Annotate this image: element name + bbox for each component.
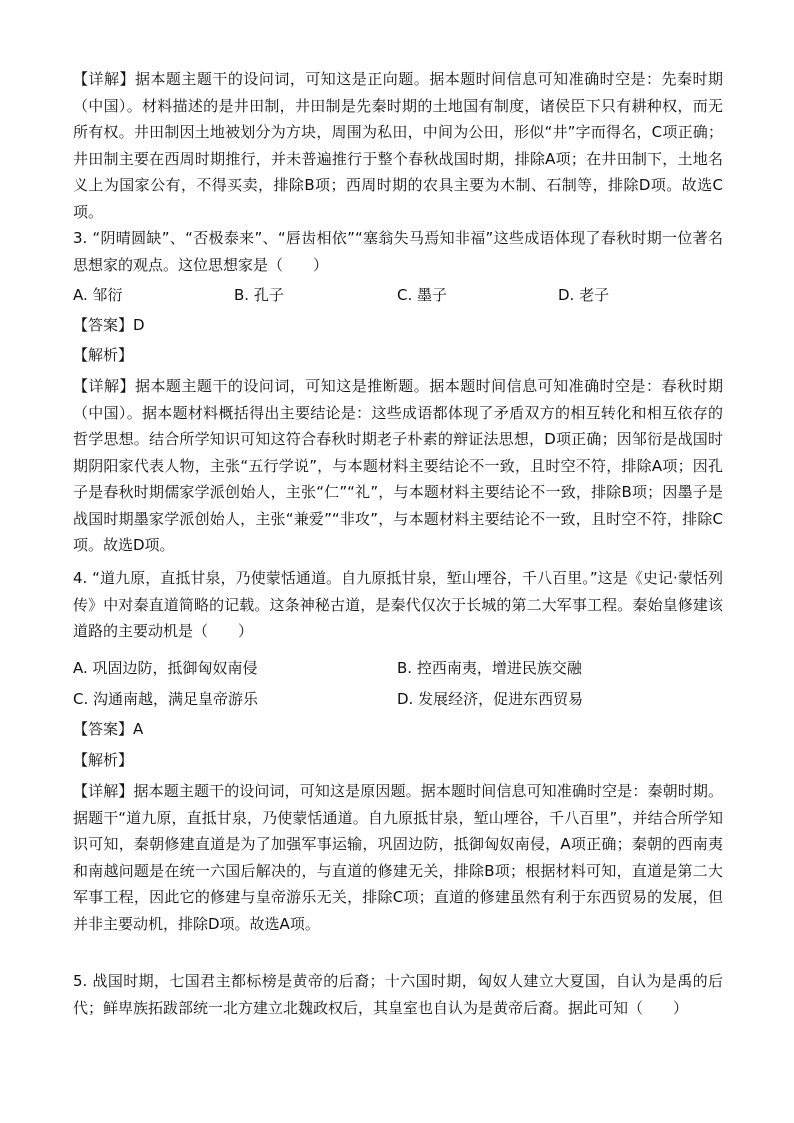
q4-option-c: C. 沟通南越，满足皇帝游乐 — [73, 690, 259, 708]
q4-detail-paragraph: 【详解】据本题主题干的设问词，可知这是原因题。据本题时间信息可知准确时空是：秦朝时期。据题干“道九原，直抵甘泉，乃使蒙恬通道。自九原抵甘泉，堑山堙谷，千八百里”，并结合所学知识可知，秦朝修建直道是为了加强军事运输，巩固边防，抵御匈奴南侵，A项正确；秦朝的西南夷和南越问题是在统一六国后解决的，与直道的修建无关，排除B项；根据材料可知，直道是第二大军事工程，因此它的修建与皇帝游乐无关，排除C项；直道的修建虽然有利于东西贸易的发展，但并非主要动机，排除D项。故选A项。 — [73, 782, 723, 933]
q3-option-a: A. 邹衍 — [73, 286, 123, 304]
q3-detail-paragraph: 【详解】据本题主题干的设问词，可知这是推断题。据本题时间信息可知准确时空是：春秋时期（中国）。据本题材料概括得出主要结论是：这些成语都体现了矛盾双方的相互转化和相互依存的哲学思想。结合所学知识可知这符合春秋时期老子朴素的辩证法思想，D项正确；因邹衍是战国时期阴阳家代表人物，主张“五行学说”，与本题材料主要结论不一致，且时空不符，排除A项；因孔子是春秋时期儒家学派创始人，主张“仁”“礼”，与本题材料主要结论不一致，排除B项；因墨子是战国时期墨家学派创始人，主张“兼爱”“非攻”，与本题材料主要结论不一致，且时空不符，排除C项。故选D项。 — [73, 377, 723, 554]
q4-option-d: D. 发展经济，促进东西贸易 — [397, 690, 584, 708]
q3-option-b: B. 孔子 — [234, 286, 284, 304]
q3-analysis-label: 【解析】 — [73, 346, 134, 364]
q3-option-c: C. 墨子 — [397, 286, 448, 304]
q2-detail-paragraph: 【详解】据本题主题干的设问词，可知这是正向题。据本题时间信息可知准确时空是：先秦时期（中国）。材料描述的是井田制，井田制是先秦时期的土地国有制度，诸侯臣下只有耕种权，而无所有权。井田制因土地被划分为方块，周围为私田，中间为公田，形似“井”字而得名，C项正确；井田制主要在西周时期推行，并未普遍推行于整个春秋战国时期，排除A项；在井田制下，土地名义上为国家公有，不得买卖，排除B项；西周时期的农具主要为木制、石制等，排除D项。故选C项。 — [73, 70, 723, 221]
q4-option-a: A. 巩固边防，抵御匈奴南侵 — [73, 659, 258, 677]
q4-stem: 4. “道九原，直抵甘泉，乃使蒙恬通道。自九原抵甘泉，堑山堙谷，千八百里。”这是《史记·蒙恬列传》中对秦直道简略的记载。这条神秘古道，是秦代仅次于长城的第二大军事工程。秦始皇修建该道路的主要动机是（ ） — [73, 569, 723, 640]
q3-answer: 【答案】D — [73, 316, 145, 334]
q3-stem: 3. “阴晴圆缺”、“否极泰来”、“唇齿相依”“塞翁失马焉知非福”这些成语体现了春秋时期一位著名思想家的观点。这位思想家是（ ） — [73, 229, 723, 274]
q4-answer: 【答案】A — [73, 720, 144, 738]
q5-stem: 5. 战国时期，七国君主都标榜是黄帝的后裔；十六国时期，匈奴人建立大夏国，自认为是禹的后代；鲜卑族拓跋部统一北方建立北魏政权后，其皇室也自认为是黄帝后裔。据此可知（ ） — [73, 972, 723, 1017]
q3-option-d: D. 老子 — [558, 286, 610, 304]
q4-option-b: B. 控西南夷，增进民族交融 — [397, 659, 582, 677]
q4-analysis-label: 【解析】 — [73, 751, 134, 769]
